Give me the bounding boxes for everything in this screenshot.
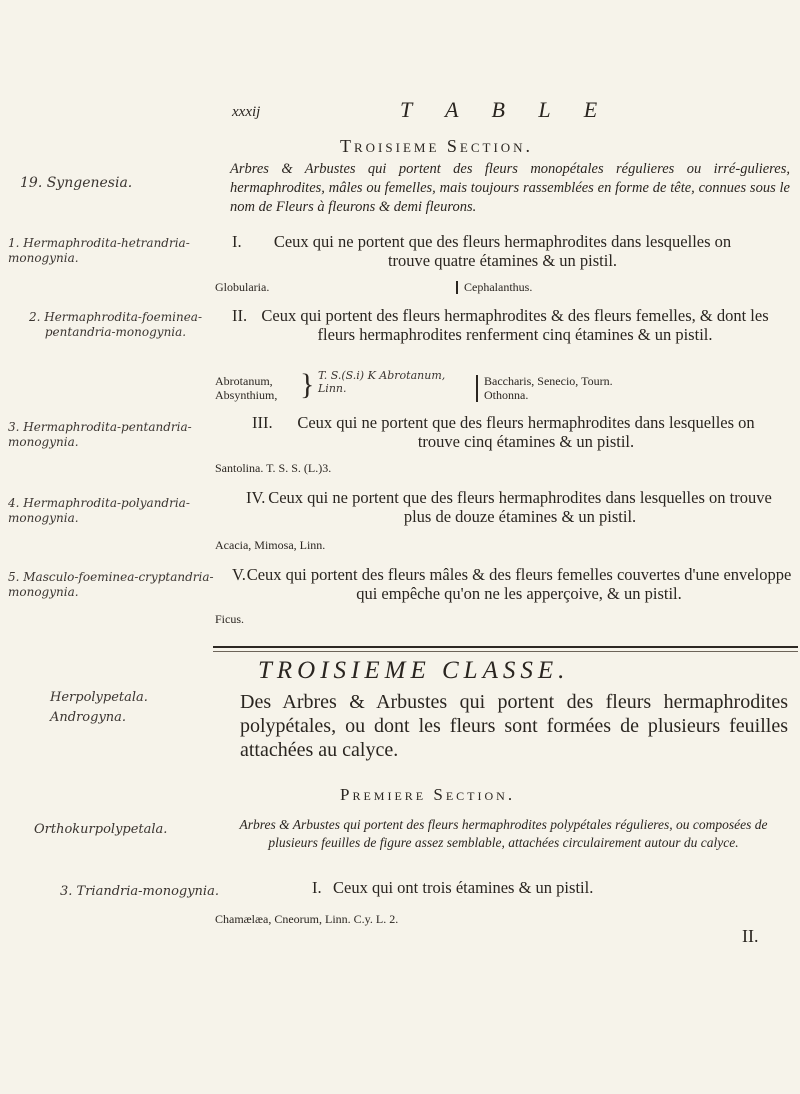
item-2-genus-annotation: T. S.(S.i) K Abrotanum, Linn. (318, 369, 446, 395)
item-2-genus-right-2: Othonna. (484, 388, 529, 402)
item-4-text: Ceux qui ne portent que des fleurs hermaphrodites dans lesquelles on trouve plus de douze étamines & un pistil. (268, 488, 772, 526)
item-1-genus-left: Globularia. (215, 280, 270, 294)
column-divider (476, 375, 478, 402)
class-item-1-genera: Chamælæa, Cneorum, Linn. C.y. L. 2. (215, 912, 399, 926)
margin-note-section: Orthokurpolypetala. (34, 822, 168, 837)
rule-bottom (213, 651, 798, 652)
item-5-genus: Ficus. (215, 612, 245, 626)
margin-note-class-1: Herpolypetala. (50, 690, 148, 705)
running-title: T A B L E (400, 97, 612, 122)
item-2-genus-right-1: Baccharis, Senecio, Tourn. (484, 374, 613, 388)
premiere-section-title: Premiere Section. (340, 785, 516, 804)
class-item-1-numeral: I. (312, 878, 322, 897)
item-3-text: Ceux qui ne portent que des fleurs hermaphrodites dans lesquelles on trouve cinq étamines & un pistil. (297, 413, 755, 451)
rule-top (213, 646, 798, 648)
genus-brace: } (300, 368, 315, 401)
item-2-numeral: II. (232, 306, 248, 325)
margin-note-item-4: 4. Hermaphrodita-polyandria-monogynia. (8, 496, 190, 525)
item-2-genus-left-1: Abrotanum, (215, 374, 273, 388)
premiere-section-intro: Arbres & Arbustes qui portent des fleurs hermaphrodites polypétales régulieres, ou composées de plusieurs feuilles de figure assez semblable, attachées circulairement autour du calyce. (239, 817, 768, 850)
class-description: Des Arbres & Arbustes qui portent des fleurs hermaphrodites polypétales, ou dont les fleurs sont formées de plusieurs feuilles attachées au calyce. (240, 691, 788, 761)
item-2-text: Ceux qui portent des fleurs hermaphrodites & des fleurs femelles, & dont les fleurs hermaphrodites renferment cinq étamines & un pistil. (261, 306, 769, 344)
margin-note-item-3: 3. Hermaphrodita-pentandria-monogynia. (8, 420, 192, 449)
item-5-numeral: V. (232, 565, 246, 584)
margin-note-class-2: Androgyna. (50, 710, 127, 725)
item-3-genus: Santolina. T. S. S. (L.)3. (215, 461, 332, 475)
page-number: xxxij (232, 104, 261, 120)
column-divider (456, 281, 458, 294)
margin-note-item-1: 1. Hermaphrodita-hetrandria-monogynia. (8, 236, 190, 265)
item-4-genus: Acacia, Mimosa, Linn. (215, 538, 326, 552)
class-title: TROISIEME CLASSE. (258, 657, 570, 684)
margin-note-item-2: 2. Hermaphrodita-foeminea-pentandria-monogynia. (28, 310, 203, 339)
margin-note-syngenesia: 19. Syngenesia. (20, 175, 133, 191)
item-3-numeral: III. (252, 413, 273, 432)
item-1-numeral: I. (232, 232, 242, 251)
item-1-text: Ceux qui ne portent que des fleurs hermaphrodites dans lesquelles on trouve quatre étamines & un pistil. (273, 232, 732, 270)
class-item-1-text: Ceux qui ont trois étamines & un pistil. (333, 878, 594, 897)
item-2-genus-left-2: Absynthium, (215, 388, 278, 402)
margin-note-item-5: 5. Masculo-foeminea-cryptandria-monogynia. (8, 570, 214, 599)
item-4-numeral: IV. (246, 488, 266, 507)
catchword: II. (742, 926, 759, 946)
item-1-genus-right: Cephalanthus. (464, 280, 533, 294)
section-title: Troisieme Section. (340, 136, 534, 156)
item-5-text: Ceux qui portent des fleurs mâles & des fleurs femelles couvertes d'une enveloppe qui empêche qu'on ne les apperçoive, & un pistil. (246, 565, 792, 603)
section-intro: Arbres & Arbustes qui portent des fleurs monopétales régulieres ou irré-gulieres, hermaphrodites, mâles ou femelles, mais toujours rassemblées en forme de tête, connues sous le nom de Fleurs à fleurons & demi fleurons. (230, 161, 790, 215)
margin-note-class-item-1: 3. Triandria-monogynia. (60, 884, 219, 899)
